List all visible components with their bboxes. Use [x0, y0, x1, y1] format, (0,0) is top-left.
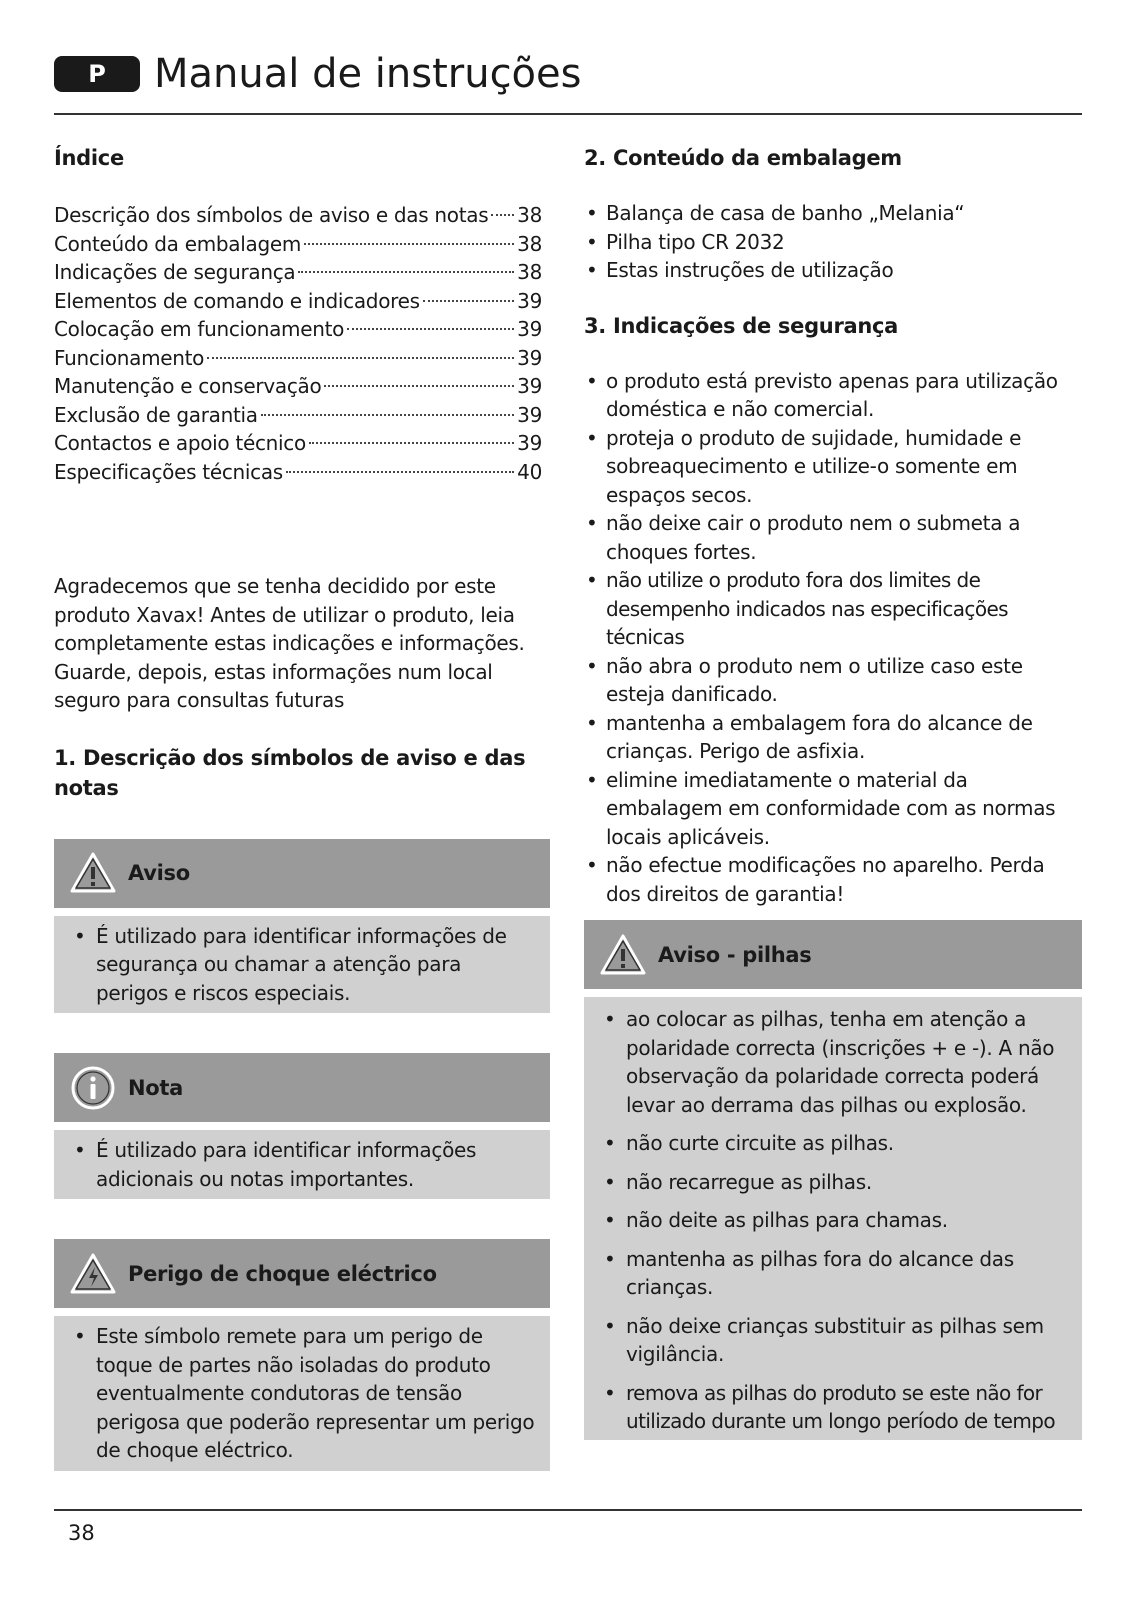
toc-label: Elementos de comando e indicadores	[54, 288, 420, 313]
warning-box-header	[54, 839, 550, 908]
toc-leader-dots	[423, 300, 514, 302]
list-item: • ao colocar as pilhas, tenha em atenção a polaridade correcta (inscrições + e -). A não observação da polaridade correcta poderá levar ao derrama das pilhas ou explosão.	[598, 1005, 1070, 1119]
section-1-heading: 1. Descrição dos símbolos de aviso e das notas	[54, 745, 526, 800]
warning-triangle-icon	[68, 851, 118, 895]
safety-list	[584, 367, 1082, 909]
toc-label: Indicações de segurança	[54, 260, 296, 284]
page-header	[54, 46, 1082, 114]
right-column	[584, 143, 1082, 1440]
list-item: • não efectue modificações no aparelho. Perda dos direitos de garantia!	[584, 851, 1082, 908]
section-2-heading: 2. Conteúdo da embalagem	[584, 146, 902, 170]
list-item: • É utilizado para identificar informações adicionais ou notas importantes.	[68, 1136, 538, 1193]
intro-line: produto Xavax! Antes de utilizar o produto, leia	[54, 602, 515, 627]
toc-label: Conteúdo da embalagem	[54, 231, 302, 256]
toc-page-number: 39	[517, 374, 542, 398]
list-item: • Este símbolo remete para um perigo de toque de partes não isoladas do produto eventualmente condutoras de tensão perigosa que poderão representar um perigo de choque eléctrico.	[68, 1322, 538, 1465]
toc-leader-dots	[304, 243, 514, 245]
toc-page-number: 39	[517, 402, 542, 427]
toc-leader-dots	[207, 357, 514, 359]
info-circle-icon	[68, 1066, 118, 1110]
intro-line: Agradecemos que se tenha decidido por este	[54, 574, 496, 598]
toc-label: Descrição dos símbolos de aviso e das notas	[54, 203, 489, 227]
warning-box-body	[54, 916, 550, 1014]
toc-row	[54, 287, 542, 316]
toc-row	[54, 401, 542, 430]
list-item: • Pilha tipo CR 2032	[584, 228, 1082, 257]
list-item: • não curte circuite as pilhas.	[598, 1129, 1070, 1158]
toc-label: Manutenção e conservação	[54, 374, 322, 398]
toc-leader-dots	[261, 414, 514, 416]
list-item: • remova as pilhas do produto se este não for utilizado durante um longo período de tempo	[598, 1379, 1070, 1436]
warning-triangle-icon	[598, 933, 648, 977]
toc-page-number: 39	[517, 317, 542, 341]
list-item: • mantenha as pilhas fora do alcance das crianças.	[598, 1245, 1070, 1302]
list-item: • não deixe cair o produto nem o submeta a choques fortes.	[584, 509, 1082, 566]
electric-shock-box-title: Perigo de choque eléctrico	[128, 1261, 437, 1286]
page-number: 38	[68, 1521, 95, 1545]
list-item: • Estas instruções de utilização	[584, 256, 1082, 285]
package-contents-list	[584, 199, 1082, 285]
toc-label: Especificações técnicas	[54, 459, 283, 484]
list-item: • elimine imediatamente o material da embalagem em conformidade com as normas locais aplicáveis.	[584, 766, 1082, 852]
page-title: Manual de instruções	[154, 51, 582, 97]
intro-line: seguro para consultas futuras	[54, 688, 345, 712]
electric-shock-box-header	[54, 1239, 550, 1308]
toc-row	[54, 458, 542, 487]
table-of-contents	[54, 201, 550, 486]
toc-leader-dots	[324, 385, 514, 387]
toc-page-number: 39	[517, 431, 542, 455]
list-item: • mantenha a embalagem fora do alcance de crianças. Perigo de asfixia.	[584, 709, 1082, 766]
toc-label: Contactos e apoio técnico	[54, 431, 306, 455]
toc-leader-dots	[298, 271, 514, 273]
section-3-heading: 3. Indicações de segurança	[584, 313, 899, 338]
language-badge: P	[54, 56, 140, 92]
toc-row	[54, 315, 542, 344]
intro-paragraph	[54, 572, 550, 715]
battery-warning-box-title: Aviso - pilhas	[658, 942, 812, 967]
toc-heading: Índice	[54, 146, 124, 170]
toc-row	[54, 201, 542, 230]
toc-label: Funcionamento	[54, 345, 205, 370]
battery-warning-box	[584, 920, 1082, 1440]
left-column	[54, 143, 550, 1471]
toc-row	[54, 344, 542, 373]
toc-label: Exclusão de garantia	[54, 402, 258, 427]
toc-leader-dots	[491, 214, 514, 216]
battery-warning-box-header	[584, 920, 1082, 989]
toc-page-number: 40	[517, 459, 542, 484]
list-item: • Balança de casa de banho „Melania“	[584, 199, 1082, 228]
header-rule	[54, 113, 1082, 115]
battery-warning-box-body	[584, 997, 1082, 1440]
toc-page-number: 38	[517, 203, 542, 227]
toc-row	[54, 372, 542, 401]
toc-row	[54, 230, 542, 259]
toc-page-number: 39	[517, 345, 542, 370]
electric-shock-icon	[68, 1252, 118, 1296]
list-item: • proteja o produto de sujidade, humidade e sobreaquecimento e utilize-o somente em espaços secos.	[584, 424, 1082, 510]
toc-leader-dots	[309, 442, 514, 444]
list-item: • o produto está previsto apenas para utilização doméstica e não comercial.	[584, 367, 1082, 424]
intro-line: completamente estas indicações e informações.	[54, 631, 525, 655]
toc-leader-dots	[347, 328, 514, 330]
list-item: • não deite as pilhas para chamas.	[598, 1206, 1070, 1235]
list-item: • não utilize o produto fora dos limites de desempenho indicados nas especificações técnicas	[584, 566, 1082, 652]
electric-shock-box-body	[54, 1316, 550, 1471]
toc-page-number: 38	[517, 231, 542, 256]
toc-page-number: 39	[517, 288, 542, 313]
toc-row	[54, 429, 542, 458]
toc-leader-dots	[286, 471, 514, 473]
note-box	[54, 1053, 550, 1199]
toc-row	[54, 258, 542, 287]
electric-shock-box	[54, 1239, 550, 1471]
list-item: • É utilizado para identificar informações de segurança ou chamar a atenção para perigos e riscos especiais.	[68, 922, 538, 1008]
intro-line: Guarde, depois, estas informações num local	[54, 659, 493, 684]
footer-rule	[54, 1509, 1082, 1511]
warning-box-title: Aviso	[128, 861, 190, 885]
list-item: • não deixe crianças substituir as pilhas sem vigilância.	[598, 1312, 1070, 1369]
warning-box	[54, 839, 550, 1014]
note-box-header	[54, 1053, 550, 1122]
note-box-body	[54, 1130, 550, 1199]
toc-label: Colocação em funcionamento	[54, 317, 345, 341]
note-box-title: Nota	[128, 1075, 184, 1100]
list-item: • não recarregue as pilhas.	[598, 1168, 1070, 1197]
toc-page-number: 38	[517, 260, 542, 284]
list-item: • não abra o produto nem o utilize caso este esteja danificado.	[584, 652, 1082, 709]
